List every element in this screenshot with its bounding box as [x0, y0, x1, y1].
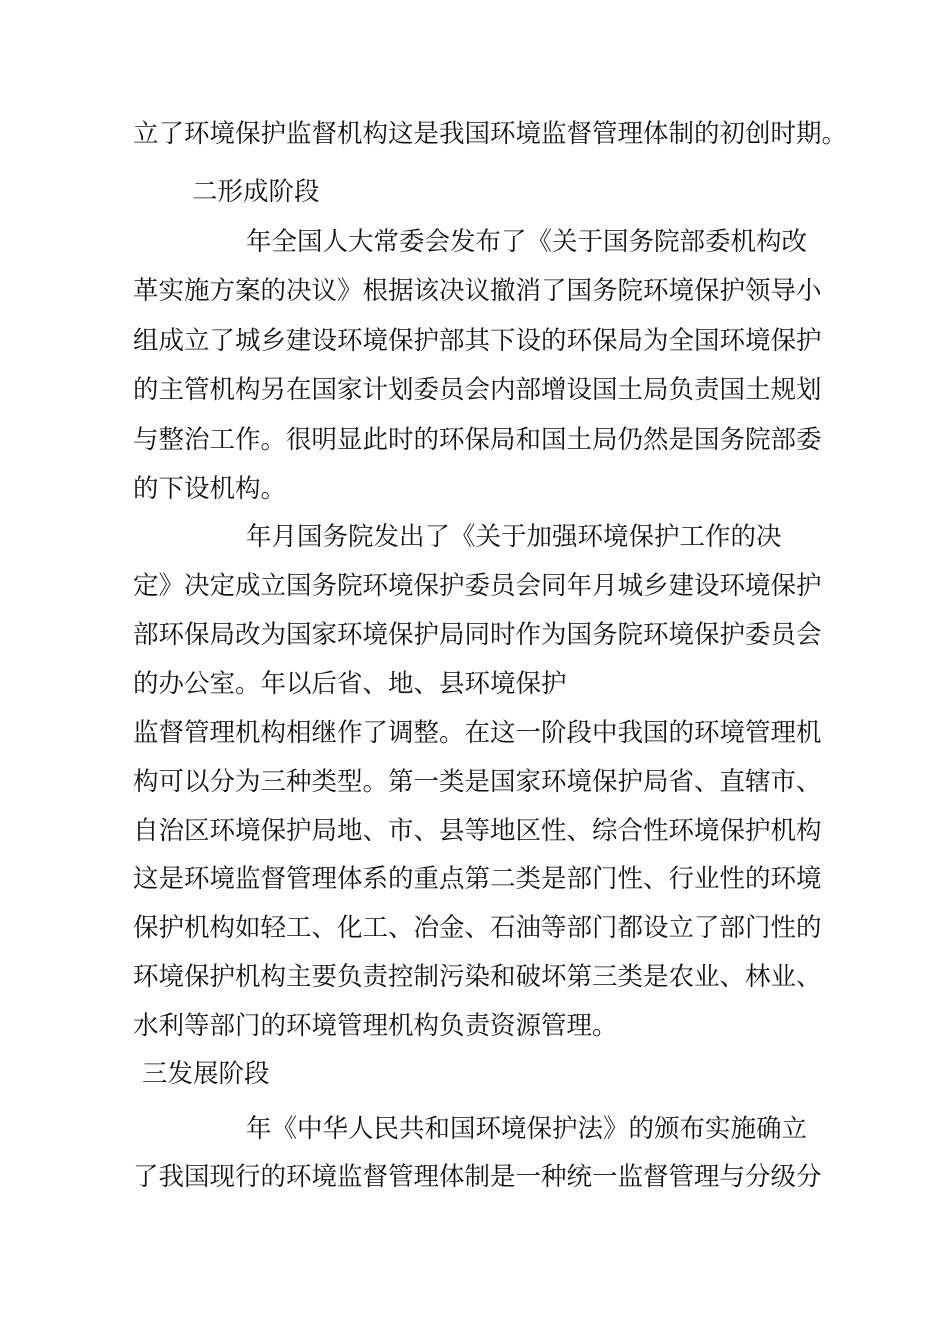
section-heading: 二形成阶段: [192, 177, 320, 207]
text-line: 部环保局改为国家环境保护局同时作为国务院环境保护委员会: [133, 620, 822, 650]
text-line: 年《中华人民共和国环境保护法》的颁布实施确立: [246, 1114, 808, 1144]
text-line: 的主管机构另在国家计划委员会内部增设国土局负责国土规划: [133, 375, 822, 405]
section-heading: 三发展阶段: [142, 1059, 270, 1089]
text-line: 水利等部门的环境管理机构负责资源管理。: [133, 1011, 618, 1041]
text-line: 立了环境保护监督机构这是我国环境监督管理体制的初创时期。: [133, 119, 848, 149]
text-line: 了我国现行的环境监督管理体制是一种统一监督管理与分级分: [133, 1162, 822, 1192]
text-line: 这是环境监督管理体系的重点第二类是部门性、行业性的环境: [133, 864, 822, 894]
text-line: 构可以分为三种类型。第一类是国家环境保护局省、直辖市、: [133, 767, 822, 797]
text-line: 定》决定成立国务院环境保护委员会同年月城乡建设环境保护: [133, 571, 822, 601]
text-line: 保护机构如轻工、化工、冶金、石油等部门都设立了部门性的: [133, 913, 822, 943]
text-line: 组成立了城乡建设环境保护部其下设的环保局为全国环境保护: [133, 326, 822, 356]
text-line: 环境保护机构主要负责控制污染和破坏第三类是农业、林业、: [133, 962, 822, 992]
text-line: 的下设机构。: [133, 474, 287, 504]
text-line: 自治区环境保护局地、市、县等地区性、综合性环境保护机构: [133, 816, 822, 846]
text-line: 监督管理机构相继作了调整。在这一阶段中我国的环境管理机: [133, 718, 822, 748]
text-line: 年全国人大常委会发布了《关于国务院部委机构改: [246, 227, 808, 257]
text-line: 的办公室。年以后省、地、县环境保护: [133, 669, 567, 699]
text-line: 革实施方案的决议》根据该决议撤消了国务院环境保护领导小: [133, 276, 822, 306]
text-line: 年月国务院发出了《关于加强环境保护工作的决: [246, 522, 782, 552]
text-line: 与整治工作。很明显此时的环保局和国土局仍然是国务院部委: [133, 425, 822, 455]
